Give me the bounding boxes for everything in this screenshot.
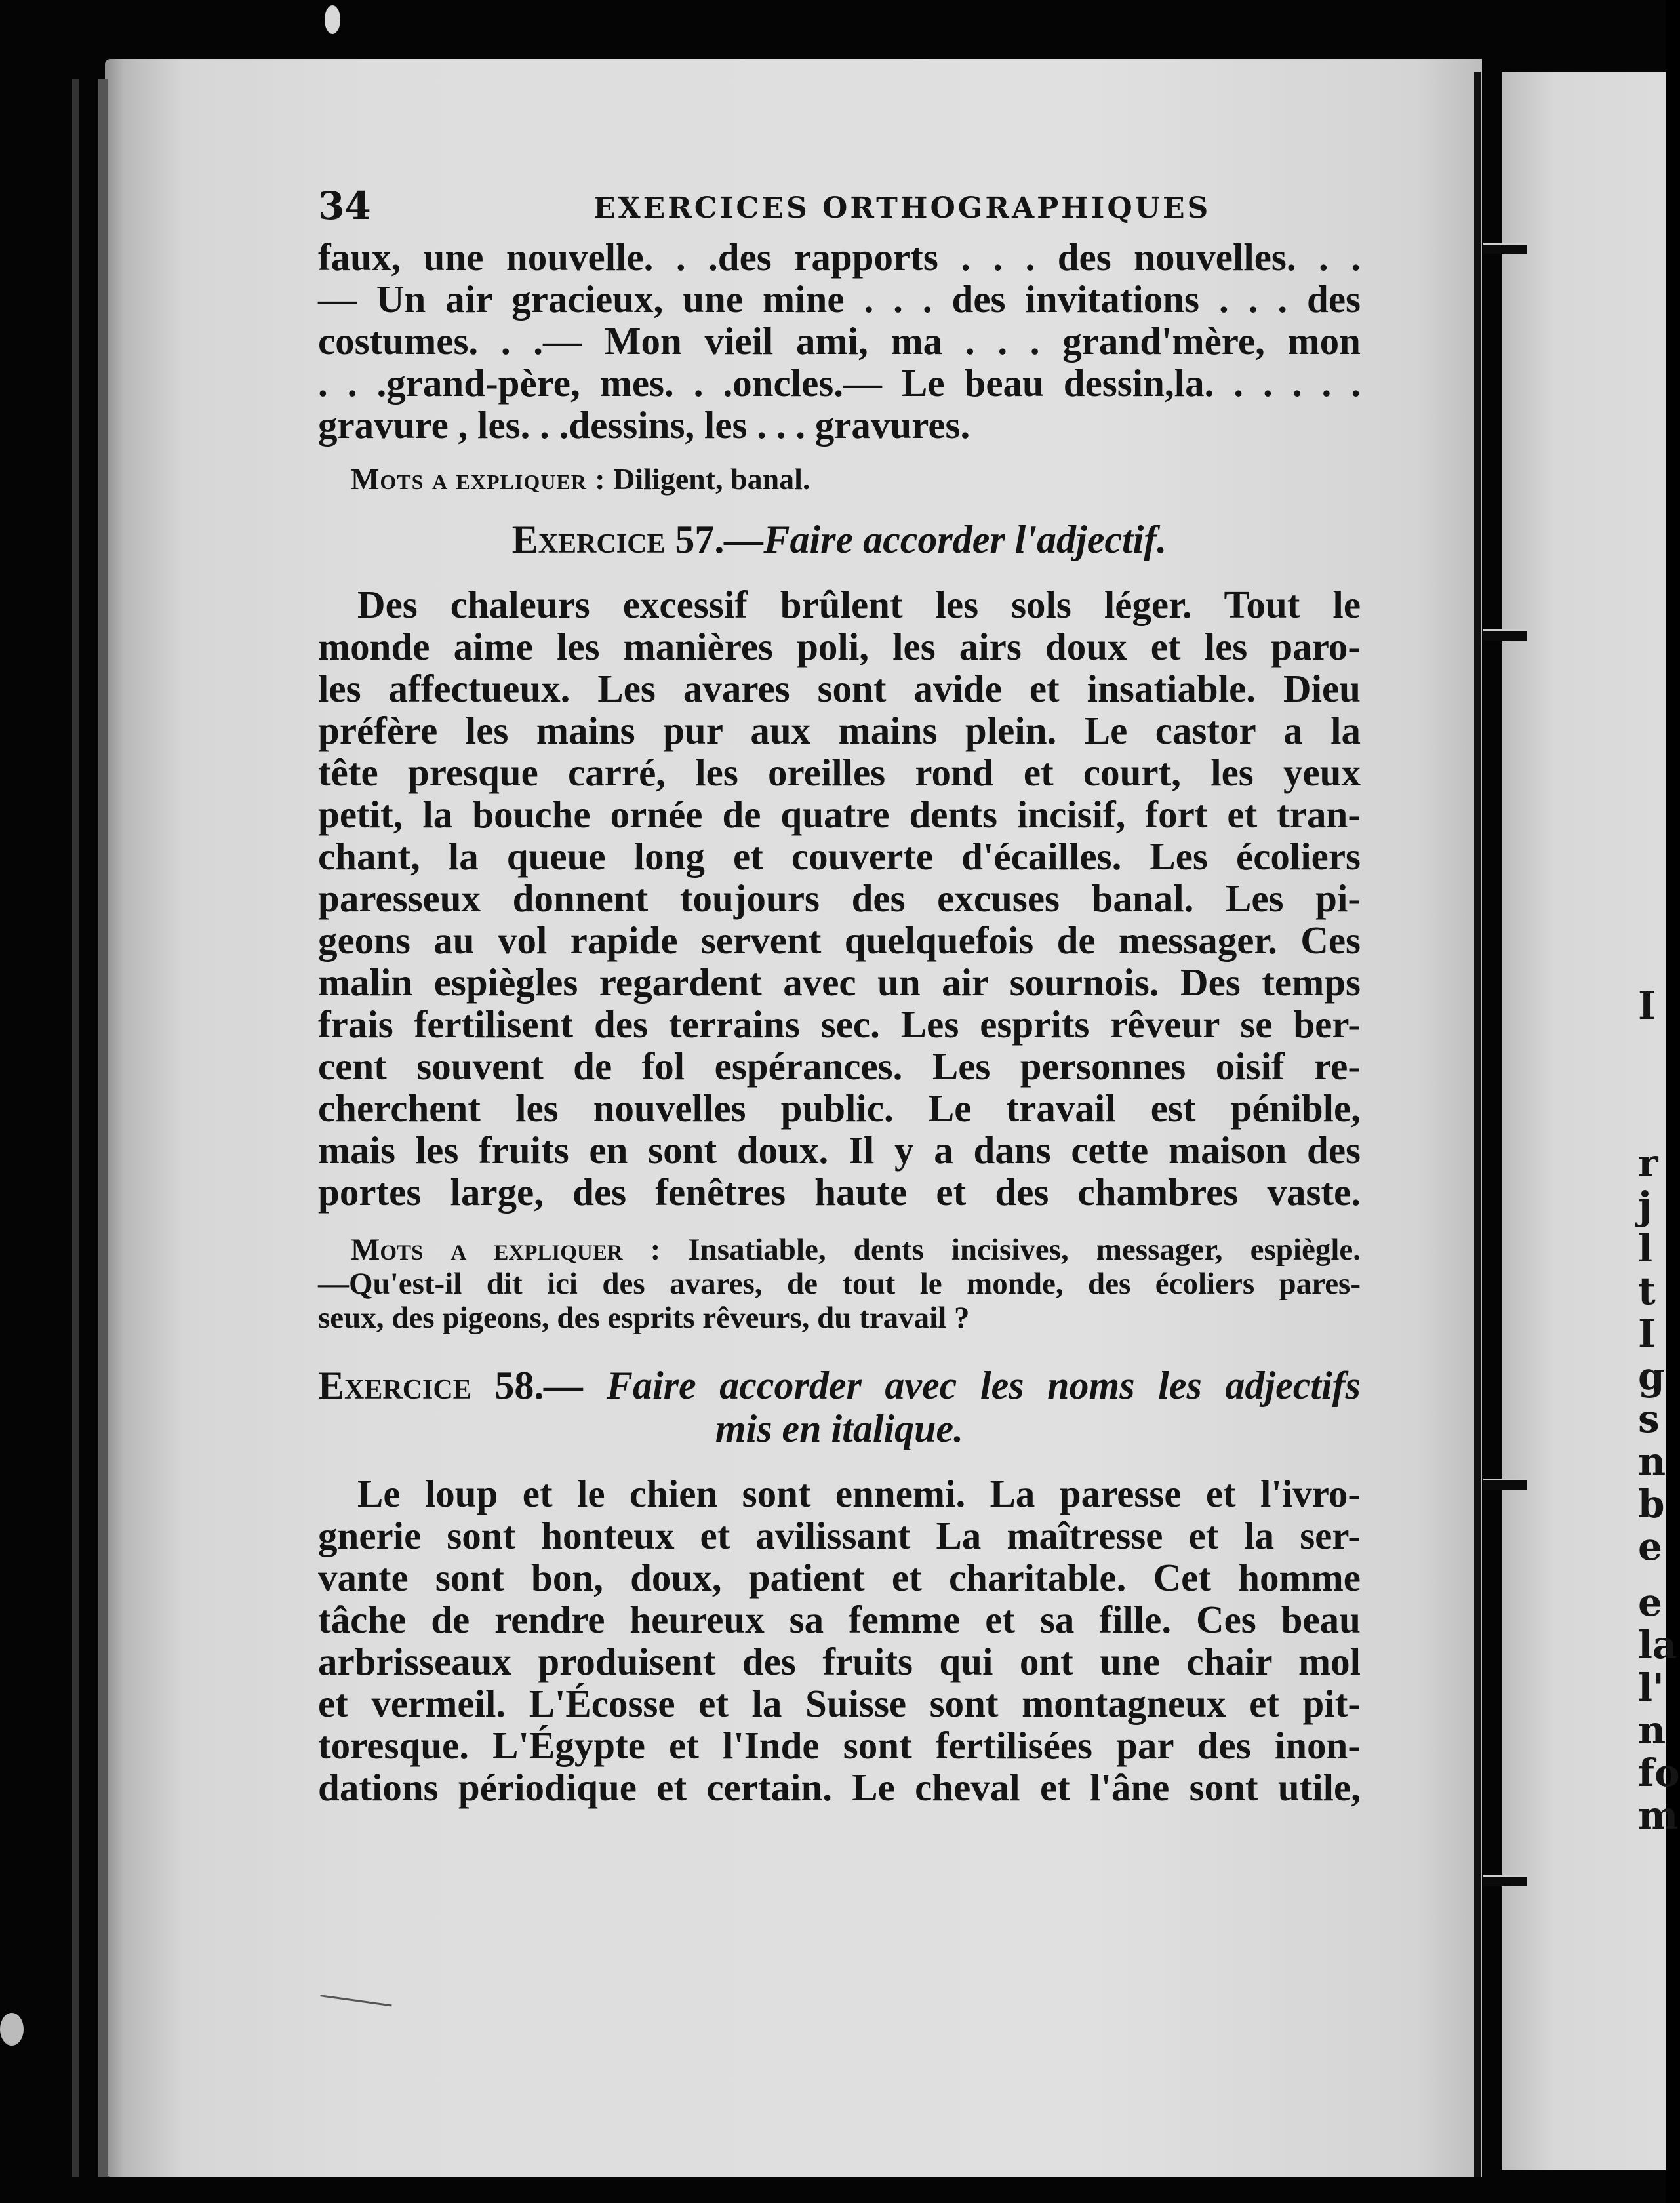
text-line: gnerie sont honteux et avilissant La maîtresse et la ser-	[318, 1514, 1361, 1557]
exercise-instruction: — Faire accorder avec les noms les adjectifs	[544, 1364, 1361, 1407]
text-line: —Qu'est-il dit ici des avares, de tout le monde, des écoliers pares-	[318, 1267, 1361, 1301]
right-page-letter: I	[1638, 1311, 1656, 1356]
text-line: seux, des pigeons, des esprits rêveurs, du travail ?	[318, 1301, 970, 1335]
text-line: monde aime les manières poli, les airs doux et les paro-	[318, 625, 1361, 668]
text-line: faux, une nouvelle. . .des rapports . . . des nouvelles. . .	[318, 235, 1361, 279]
text-line: mais les fruits en sont doux. Il y a dans cette maison des	[318, 1128, 1361, 1172]
exercise-58-title	[318, 1364, 1361, 1450]
text-line: et vermeil. L'Écosse et la Suisse sont montagneux et pit-	[318, 1682, 1361, 1725]
page-number: 34	[318, 184, 371, 228]
exercise-57-text	[318, 584, 1361, 1213]
text-line	[318, 1233, 1361, 1267]
right-page-letter: n	[1638, 1708, 1666, 1753]
text-line: . . .grand-père, mes. . .oncles.— Le beau dessin,la. . . . . .	[318, 361, 1361, 405]
right-page-letter: r	[1638, 1141, 1658, 1185]
running-title: EXERCICES ORTHOGRAPHIQUES	[593, 191, 1211, 225]
text-line: toresque. L'Égypte et l'Inde sont fertilisées par des inon-	[318, 1724, 1361, 1767]
scan-speck	[325, 5, 340, 34]
text-line: malin espiègles regardent avec un air sournois. Des temps	[318, 961, 1361, 1004]
right-page-letter: b	[1638, 1482, 1665, 1526]
text-line: vante sont bon, doux, patient et charitable. Cet homme	[318, 1556, 1361, 1599]
text-line: cherchent les nouvelles public. Le travail est pénible,	[318, 1086, 1361, 1130]
exercise-58-text	[318, 1473, 1361, 1808]
right-page-letter: j	[1638, 1183, 1652, 1228]
exercise-57-title	[318, 518, 1361, 561]
scan-speck	[0, 2013, 24, 2046]
text-line: les affectueux. Les avares sont avide et insatiable. Dieu	[318, 667, 1361, 710]
page-header	[318, 177, 1361, 236]
words-to-explain-1	[351, 463, 1361, 496]
exercise-instruction: —Faire accorder l'adjectif.	[724, 518, 1167, 561]
text-line: dations périodique et certain. Le cheval et l'âne sont utile,	[318, 1766, 1361, 1809]
right-page-letter: s	[1638, 1397, 1660, 1441]
page-edge-strip	[98, 79, 108, 2177]
exercise-instruction-continued: mis en italique.	[715, 1407, 964, 1450]
top-paragraph	[318, 236, 1361, 446]
text-line: frais fertilisent des terrains sec. Les esprits rêveur se ber-	[318, 1002, 1361, 1046]
right-page-letter: e	[1638, 1524, 1662, 1569]
exercise-title-line	[318, 1407, 1361, 1450]
text-line: — Un air gracieux, une mine . . . des invitations . . . des	[318, 277, 1361, 321]
right-page-letter: la	[1638, 1623, 1677, 1667]
exercise-title-line	[318, 1364, 1361, 1407]
right-page-letter: t	[1638, 1269, 1656, 1313]
binding-notch	[1483, 1875, 1527, 1886]
words-to-explain-text: Diligent, banal.	[613, 462, 810, 496]
words-to-explain-2	[318, 1233, 1361, 1335]
text-line: costumes. . .— Mon vieil ami, ma . . . grand'mère, mon	[318, 319, 1361, 363]
text-line: chant, la queue long et couverte d'écailles. Les écoliers	[318, 835, 1361, 878]
text-line: arbrisseaux produisent des fruits qui ont une chair mol	[318, 1640, 1361, 1683]
right-page-letter: n	[1638, 1439, 1666, 1484]
right-page-letter: l	[1638, 1226, 1653, 1271]
right-page-letter: I	[1638, 983, 1656, 1028]
text-line: tâche de rendre heureux sa femme et sa fille. Ces beau	[318, 1598, 1361, 1641]
text-line: tête presque carré, les oreilles rond et court, les yeux	[318, 751, 1361, 794]
text-line: portes large, des fenêtres haute et des chambres vaste.	[318, 1170, 1361, 1214]
right-page-letter: fo	[1638, 1751, 1680, 1795]
binding-notch	[1483, 629, 1527, 641]
binding-line	[1474, 72, 1481, 2177]
words-to-explain-text: Insatiable, dents incisives, messager, espiègle.	[688, 1233, 1361, 1267]
right-page-letter: g	[1638, 1354, 1665, 1399]
words-to-explain-label: Mots a expliquer :	[351, 462, 606, 496]
exercise-number: Exercice 58.	[318, 1364, 544, 1407]
exercise-number: Exercice 57.	[511, 518, 725, 561]
words-to-explain-label: Mots a expliquer :	[351, 1233, 661, 1267]
right-page-fragment	[1502, 72, 1680, 2170]
page-text	[318, 177, 1361, 1808]
text-line: Des chaleurs excessif brûlent les sols léger. Tout le	[357, 583, 1361, 626]
binding-notch	[1483, 243, 1527, 254]
binding-notch	[1483, 1479, 1527, 1490]
text-line: Le loup et le chien sont ennemi. La paresse et l'ivro-	[357, 1472, 1361, 1515]
text-line: cent souvent de fol espérances. Les personnes oisif re-	[318, 1044, 1361, 1088]
text-line: paresseux donnent toujours des excuses banal. Les pi-	[318, 877, 1361, 920]
right-page-letter: e	[1638, 1580, 1662, 1625]
right-page-letter: m	[1638, 1793, 1679, 1838]
right-page-letter: l'	[1638, 1665, 1664, 1710]
text-line: gravure , les. . .dessins, les . . . gravures.	[318, 403, 970, 447]
text-line: geons au vol rapide servent quelquefois de messager. Ces	[318, 919, 1361, 962]
text-line: petit, la bouche ornée de quatre dents incisif, fort et tran-	[318, 793, 1361, 836]
page-edge-strip	[72, 79, 79, 2177]
text-line: préfère les mains pur aux mains plein. Le castor a la	[318, 709, 1361, 752]
